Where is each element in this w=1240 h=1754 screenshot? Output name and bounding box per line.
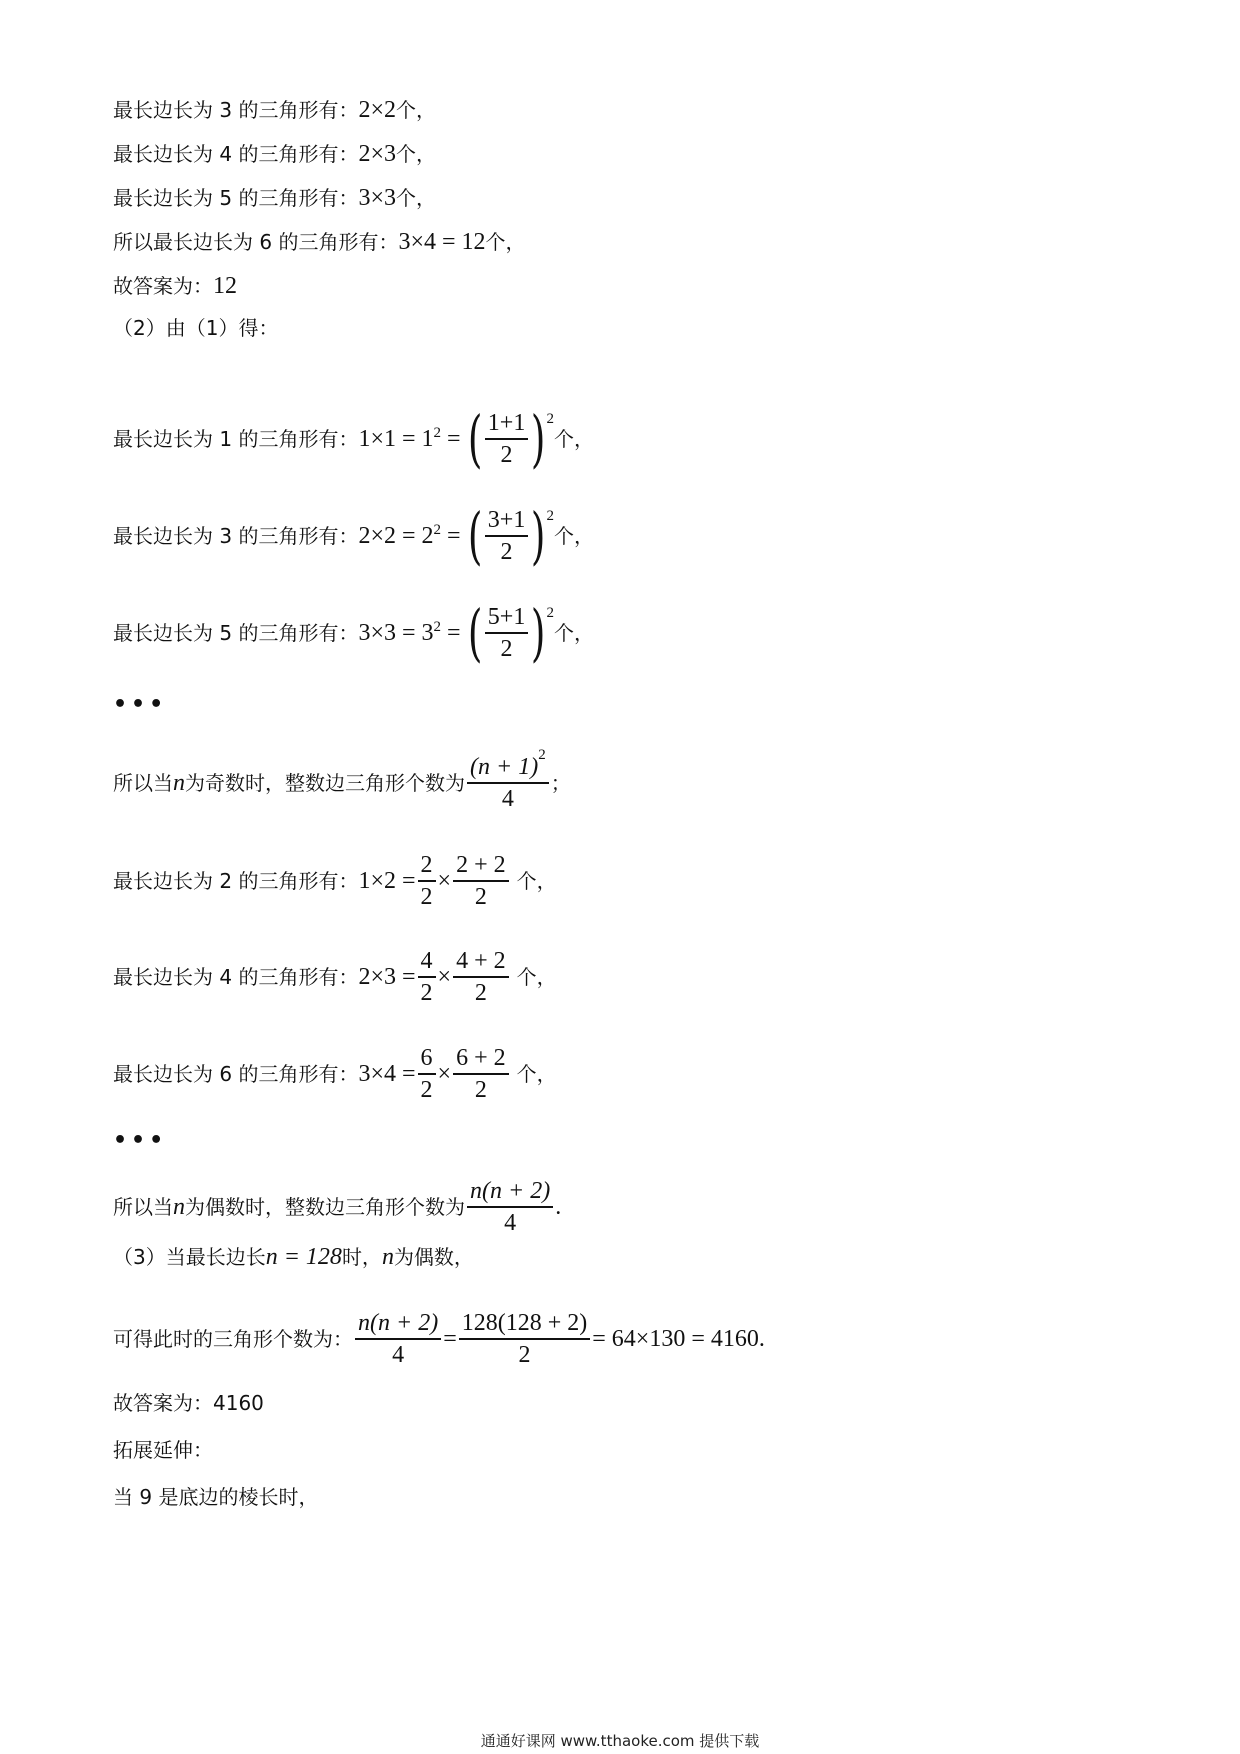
line-text: 故答案为： [113,274,213,298]
fraction-bar [467,782,549,784]
math-expression: 12 [213,273,237,299]
fraction [459,1310,591,1368]
times-sign: × [437,868,452,895]
math-expression: 2×2 [358,97,396,123]
line-tail: 个， [554,427,595,451]
fraction [453,1045,509,1103]
text-line [113,1487,318,1507]
text-line [113,186,436,210]
line-text: 最长边长为 2 的三角形有： [113,869,359,894]
formula-line [113,1310,765,1368]
fraction-numerator: 2 [420,852,433,878]
line-text: 最长边长为 5 的三角形有： [113,621,359,645]
left-paren: ( [467,596,482,669]
fraction [418,852,436,910]
formula-line [113,596,595,669]
fraction-bar [485,535,529,537]
line-text: 为偶数时，整数边三角形个数为 [185,1195,465,1220]
fraction-denominator: 2 [518,1341,531,1368]
text-line [113,1245,474,1269]
fraction-denominator: 2 [420,979,433,1006]
text-line [113,98,436,122]
answer-line [113,1393,264,1413]
fraction [355,1310,441,1368]
fraction-numerator: 5+1 [487,603,526,630]
text-line [113,274,237,298]
fraction-numerator [467,747,549,780]
equals-sign: = [441,426,467,452]
line-tail: 个， [516,1062,557,1087]
fraction [485,507,529,565]
numerator-expr: n(n + 2) [358,1310,439,1336]
formula-line [113,948,557,1006]
times-sign: × [437,964,452,991]
equals-sign: = [441,620,467,646]
fraction-numerator: 3+1 [487,506,526,533]
fraction [453,948,509,1006]
math-expression: 3×3 = 3 [358,620,434,646]
text-line [113,1440,213,1460]
math-expression: 3×3 [358,185,396,211]
fraction [485,604,529,662]
fraction-bar [453,880,509,882]
ellipsis-dots: ••• [113,1128,168,1153]
line-tail: 个， [396,142,436,166]
formula-line [113,402,595,475]
fraction-denominator: 4 [501,785,514,812]
line-text: 时， [341,1245,382,1269]
fraction [485,410,529,468]
line-text: 最长边长为 3 的三角形有： [113,524,359,548]
line-text: 可得此时的三角形个数为： [113,1327,353,1352]
line-text: 当 9 是底边的棱长时， [113,1485,319,1509]
fraction-numerator: 4 + 2 [456,948,506,974]
line-tail: ； [550,770,571,795]
fraction-numerator: 128(128 + 2) [461,1310,588,1336]
line-text: 最长边长为 4 的三角形有： [113,142,359,166]
line-tail: 个， [396,186,436,210]
page-footer: 通通好课网 www.tthaoke.com 提供下载 [480,1732,760,1750]
math-expression: 2×2 = 2 [358,523,434,549]
line-text: 为奇数时，整数边三角形个数为 [185,770,465,795]
line-tail: 为偶数， [393,1245,474,1269]
fraction [418,1045,436,1103]
exponent: 2 [546,410,555,427]
line-tail: . [555,1194,562,1221]
fraction-bar [485,632,529,634]
line-text: 最长边长为 1 的三角形有： [113,427,359,451]
math-expression: 1×2 = [358,868,416,895]
math-expression: n = 128 [265,1244,342,1270]
numerator-expr: n(n + 2) [470,1178,551,1204]
line-text: 最长边长为 3 的三角形有： [113,98,359,122]
fraction-denominator: 2 [500,441,513,468]
formula-line [113,499,595,572]
fraction-numerator: 1+1 [487,409,526,436]
fraction [418,948,436,1006]
math-expression: 2×3 = [358,964,416,991]
line-text: 所以当 [113,770,173,795]
line-text: 最长边长为 4 的三角形有： [113,965,359,990]
line-text: 所以最长边长为 6 的三角形有： [113,230,399,254]
variable: n [381,1244,394,1270]
conclusion-line [113,747,571,812]
math-expression: 3×4 = 12 [398,229,486,255]
fraction-numerator: 4 [420,948,433,974]
fraction-bar [355,1338,441,1340]
fraction-bar [485,438,529,440]
fraction-denominator: 2 [500,538,513,565]
exponent: 2 [433,424,442,441]
right-paren: ) [531,596,546,669]
line-tail: 个， [396,98,436,122]
math-expression: 1×1 = 1 [358,426,434,452]
right-paren: ) [531,402,546,475]
line-tail: 个， [516,965,557,990]
fraction-denominator: 2 [500,635,513,662]
fraction-denominator: 2 [474,979,487,1006]
fraction-denominator: 2 [474,883,487,910]
fraction-denominator: 2 [420,883,433,910]
right-paren: ) [531,499,546,572]
line-tail: 个， [554,621,595,645]
fraction-numerator [467,1178,553,1204]
fraction [467,1178,553,1236]
fraction-bar [453,976,509,978]
left-paren: ( [467,499,482,572]
line-text: 所以当 [113,1195,173,1220]
text-line [113,318,278,338]
line-text: 拓展延伸： [113,1438,213,1462]
times-sign: × [437,1061,452,1088]
fraction-numerator: 6 [420,1045,433,1071]
fraction-denominator: 4 [392,1341,405,1368]
fraction-numerator: 6 + 2 [456,1045,506,1071]
fraction-numerator [355,1310,441,1336]
exponent: 2 [546,507,555,524]
line-text: 故答案为：4160 [113,1391,264,1415]
variable: n [173,1194,185,1221]
formula-line [113,852,557,910]
line-tail: 个， [516,869,557,894]
ellipsis-dots: ••• [113,692,168,717]
equals-sign: = [443,1326,457,1353]
fraction-bar [453,1073,509,1075]
fraction-bar [467,1206,553,1208]
fraction [453,852,509,910]
variable: n [173,769,185,796]
formula-line [113,1045,557,1103]
equals-sign: = [441,523,467,549]
math-expression: 3×4 = [358,1061,416,1088]
fraction-bar [459,1338,591,1340]
fraction-denominator: 4 [504,1209,517,1236]
conclusion-line [113,1178,561,1236]
fraction-numerator: 2 + 2 [456,852,506,878]
fraction-denominator: 2 [474,1076,487,1103]
text-line [113,230,526,254]
left-paren: ( [467,402,482,475]
exponent: 2 [538,747,546,763]
fraction-bar [418,1073,436,1075]
line-text: 最长边长为 6 的三角形有： [113,1062,359,1087]
fraction-denominator: 2 [420,1076,433,1103]
exponent: 2 [433,521,442,538]
fraction-bar [418,976,436,978]
fraction-bar [418,880,436,882]
exponent: 2 [546,604,555,621]
numerator-expr: (n + 1) [470,754,539,780]
math-expression: 2×3 [358,141,396,167]
line-tail: 个， [554,524,595,548]
fraction [467,747,549,812]
exponent: 2 [433,618,442,635]
line-text: （3）当最长边长 [113,1245,266,1269]
math-expression: = 64×130 = 4160. [592,1326,765,1353]
line-text: 最长边长为 5 的三角形有： [113,186,359,210]
line-tail: 个， [485,230,526,254]
text-line [113,142,436,166]
line-text: （2）由（1）得： [113,316,279,340]
